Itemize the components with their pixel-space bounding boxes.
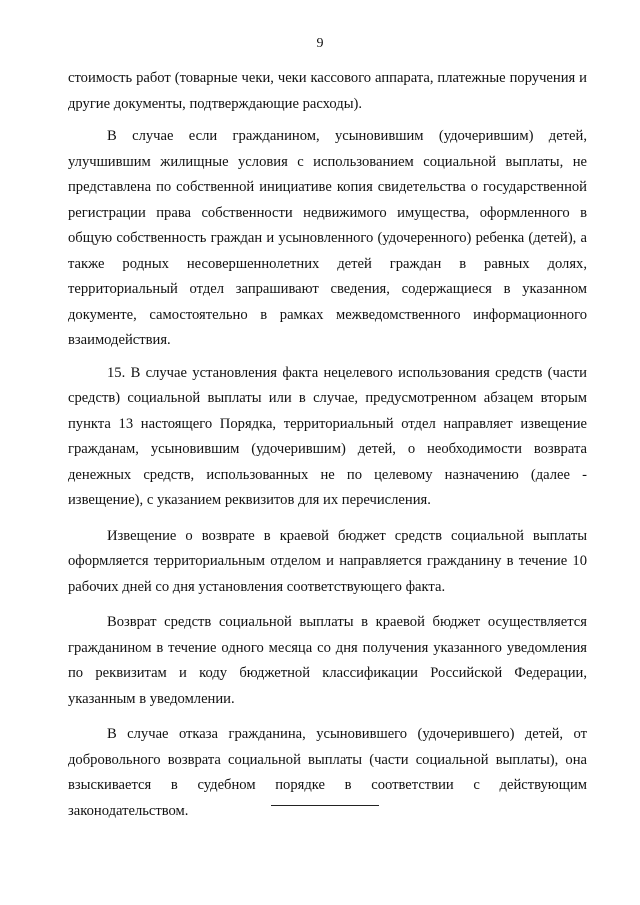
paragraph-return-notice: Извещение о возврате в краевой бюджет средств социальной выплаты оформляется территориальным отделом и направляется гражданину в течение 10 рабочих дней со дня установления соответствующего факта. [68, 527, 587, 595]
page-number: 9 [316, 36, 324, 51]
paragraph-return-deadline: Возврат средств социальной выплаты в краевой бюджет осуществляется гражданином в течение одного месяца со дня получения указанного уведомления по реквизитам и коду бюджетной классификации Российской Федерации, указанным в уведомлении. [68, 614, 587, 707]
document-body [68, 66, 587, 824]
closing-divider-line [271, 805, 379, 806]
paragraph-court-recovery: В случае отказа гражданина, усыновившего (удочерившего) детей, от добровольного возврата социальной выплаты (части социальной выплаты), она взыскивается в судебном порядке в соответствии с действующим законодательством. [68, 726, 587, 819]
paragraph-item-15: 15. В случае установления факта нецелевого использования средств (части средств) социальной выплаты или в случае, предусмотренном абзацем вторым пункта 13 настоящего Порядка, территориальный отдел направляет извещение гражданам, усыновившим (удочерившим) детей, о необходимости возврата денежных средств, использованных не по целевому назначению (далее - извещение), с указанием реквизитов для их перечисления. [68, 364, 587, 508]
paragraph-certificate-request: В случае если гражданином, усыновившим (удочерившим) детей, улучшившим жилищные условия с использованием социальной выплаты, не представлена по собственной инициативе копия свидетельства о государственной регистрации права собственности недвижимого имущества, оформленного в общую собственность граждан и усыновленного (удочеренного) ребенка (детей), а также родных несовершеннолетних детей граждан в равных долях, территориальный отдел запрашивают сведения, содержащиеся в указанном документе, самостоятельно в рамках межведомственного информационного взаимодействия. [68, 128, 587, 348]
paragraph-continuation: стоимость работ (товарные чеки, чеки кассового аппарата, платежные поручения и другие документы, подтверждающие расходы). [68, 70, 587, 112]
